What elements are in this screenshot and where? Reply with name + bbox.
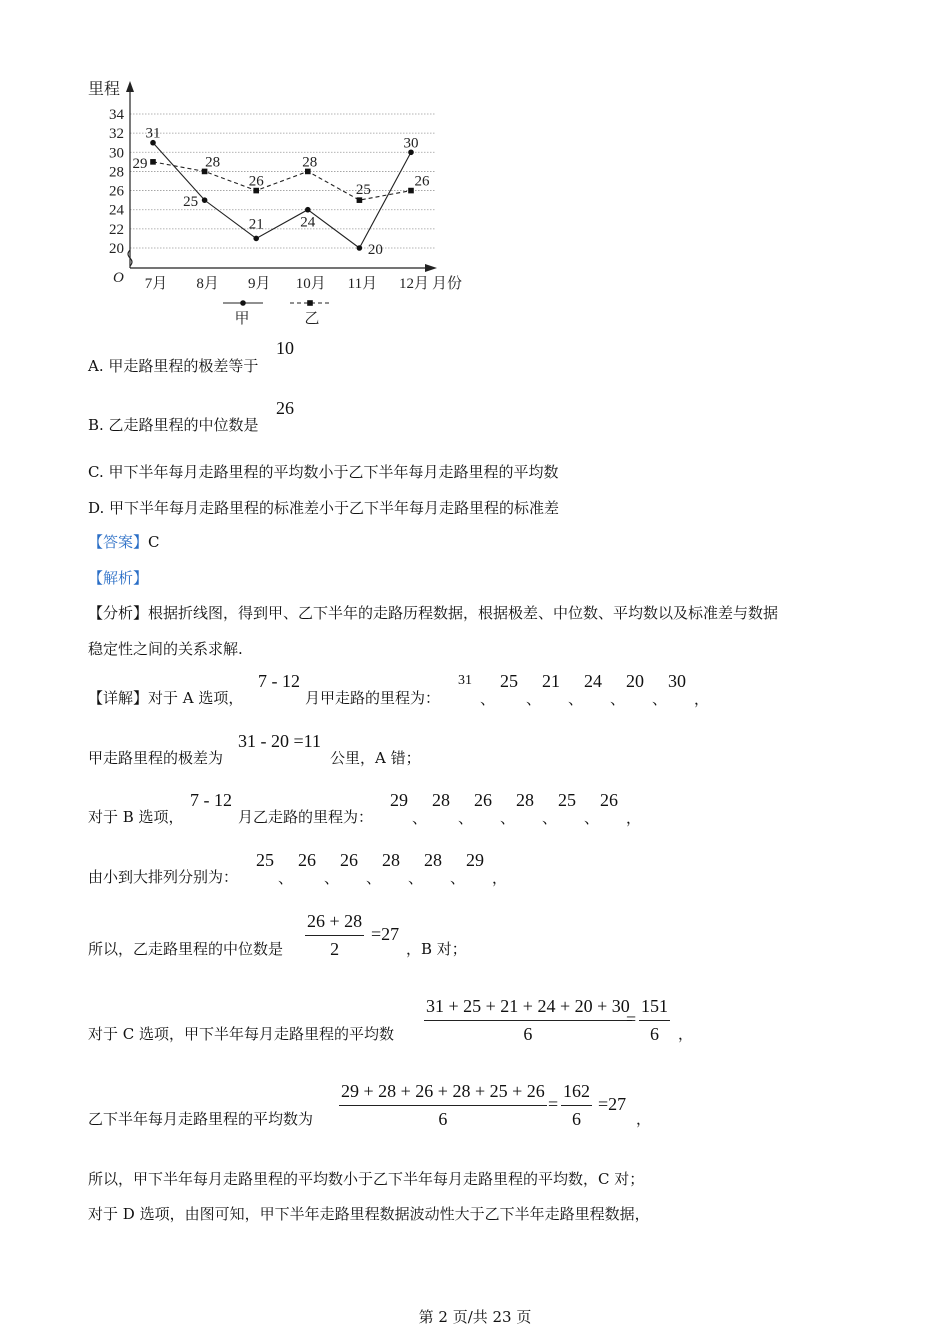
- y-tick-label: 26: [109, 183, 124, 200]
- answer-line: [88, 531, 160, 552]
- c-comma: ，: [678, 1025, 694, 1043]
- option-d: D. 甲下半年每月走路里程的标准差小于乙下半年每月走路里程的标准差: [88, 499, 560, 517]
- y-axis-arrow: [126, 81, 134, 92]
- jia-mean-denominator: 6: [523, 1024, 533, 1044]
- separator: 、: [542, 809, 558, 827]
- option-a-text: A. 甲走路里程的极差等于: [88, 357, 259, 375]
- jia-mean-fraction: [424, 996, 632, 1045]
- value-item: 28: [424, 850, 442, 870]
- separator: 、: [366, 869, 382, 887]
- answer-value: C: [148, 533, 160, 551]
- y-tick-label: 28: [109, 164, 124, 181]
- x-tick-label: 8月: [196, 276, 219, 292]
- legend-yi-label: 乙: [304, 311, 320, 327]
- data-label: 29: [132, 155, 148, 172]
- legend-jia-marker: [240, 300, 246, 306]
- y-tick-label: 22: [109, 221, 124, 238]
- value-item: 30: [668, 671, 686, 691]
- x-tick-label: 12月: [398, 276, 430, 292]
- median-fraction: [305, 911, 364, 960]
- separator: 、: [568, 690, 584, 708]
- jia-mean-result-numerator: 151: [639, 996, 670, 1021]
- yi-mean-result-denominator: 6: [572, 1109, 581, 1129]
- median-suffix: ，B 对；: [406, 940, 467, 958]
- separator: 、: [584, 809, 600, 827]
- fenxi-line-1: 【分析】根据折线图，得到甲、乙下半年的走路历程数据，根据极差、中位数、平均数以及标准差与数据: [88, 604, 779, 622]
- jia-point: [357, 245, 363, 251]
- median-result: =27: [371, 924, 400, 944]
- separator: 、: [412, 809, 428, 827]
- x-tick-label: 9月: [247, 276, 271, 292]
- value-item: 28: [432, 790, 450, 810]
- yi-mean-prefix: 乙下半年每月走路里程的平均数为: [88, 1110, 314, 1128]
- legend-yi-marker: [307, 300, 313, 306]
- jia-mean-result: [639, 996, 670, 1045]
- value-item: 25: [256, 850, 274, 870]
- option-c: C. 甲下半年每月走路里程的平均数小于乙下半年每月走路里程的平均数: [88, 463, 559, 481]
- detail-b-prefix: 对于 B 选项，: [88, 808, 184, 826]
- y-tick-label: 20: [109, 241, 124, 257]
- separator: 、: [480, 690, 496, 708]
- value-item: 25: [558, 790, 576, 810]
- detail-b-range: 7 - 12: [190, 790, 232, 810]
- yi-point: [357, 197, 363, 203]
- detail-b-mid: 月乙走路的里程为：: [238, 808, 374, 826]
- y-tick-label: 32: [109, 126, 124, 143]
- legend-jia-label: 甲: [234, 311, 250, 327]
- x-axis-arrow: [425, 264, 437, 272]
- option-b-value: 26: [276, 398, 294, 418]
- detail-a-prefix: 【详解】对于 A 选项，: [88, 689, 244, 707]
- yi-point: [150, 159, 156, 165]
- yi-mean-fraction: [339, 1081, 547, 1130]
- range-expression: 31 - 20 =11: [238, 731, 321, 751]
- separator: 、: [526, 690, 542, 708]
- data-label: 25: [355, 182, 371, 199]
- yi-mean-numerator: 29 + 28 + 26 + 28 + 25 + 26: [339, 1081, 547, 1106]
- yi-mean-final: =27: [598, 1094, 627, 1114]
- option-a-value: 10: [276, 338, 294, 358]
- data-label: 26: [248, 173, 264, 190]
- median-numerator: 26 + 28: [305, 911, 364, 936]
- data-label: 28: [302, 154, 318, 171]
- median-denominator: 2: [330, 939, 340, 959]
- separator: 、: [278, 869, 294, 887]
- yi-point: [408, 188, 414, 194]
- value-item: 28: [516, 790, 534, 810]
- y-axis-label: 里程: [88, 81, 121, 98]
- jia-mean-result-denominator: 6: [650, 1024, 659, 1044]
- value-item: 26: [340, 850, 358, 870]
- jia-point: [253, 236, 259, 242]
- fenxi-line-2: 稳定性之间的关系求解.: [88, 640, 243, 658]
- mileage-line-chart: [80, 72, 500, 334]
- y-tick-label: 24: [109, 202, 124, 219]
- range-suffix: 公里，A 错；: [330, 749, 421, 767]
- value-item: 28: [382, 850, 400, 870]
- range-prefix: 甲走路里程的极差为: [88, 749, 224, 767]
- separator: 、: [324, 869, 340, 887]
- data-label: 31: [145, 125, 161, 142]
- yi-mean-result-numerator: 162: [561, 1081, 592, 1106]
- separator: 、: [458, 809, 474, 827]
- data-label: 20: [367, 242, 383, 258]
- value-item: 21: [542, 671, 560, 691]
- detail-a-range: 7 - 12: [258, 671, 300, 691]
- x-tick-label: 11月: [347, 276, 378, 292]
- option-b-text: B. 乙走路里程的中位数是: [88, 416, 259, 434]
- yi-mean-comma: ，: [636, 1110, 652, 1128]
- row-comma: ，: [694, 690, 710, 708]
- d-detail: 对于 D 选项，由图可知，甲下半年走路里程数据波动性大于乙下半年走路里程数据，: [88, 1205, 650, 1223]
- value-item: 29: [466, 850, 484, 870]
- separator: 、: [652, 690, 668, 708]
- analysis-tag: 【解析】: [88, 569, 149, 587]
- yi-mean-equals: =: [548, 1094, 559, 1114]
- row-comma: ，: [492, 869, 508, 887]
- page-footer: 第 2 页/共 23 页: [418, 1308, 532, 1326]
- x-tick-label: 10月: [295, 276, 326, 292]
- data-label: 21: [248, 216, 264, 233]
- sort-prefix: 由小到大排列分别为：: [88, 868, 239, 886]
- separator: 、: [610, 690, 626, 708]
- x-axis-label: 月份: [432, 276, 463, 292]
- detail-a-mid: 月甲走路的里程为：: [305, 689, 441, 707]
- y-tick-label: 34: [109, 107, 124, 123]
- separator: 、: [500, 809, 516, 827]
- jia-mean-numerator: 31 + 25 + 21 + 24 + 20 + 30: [424, 996, 632, 1021]
- value-item: 24: [584, 671, 602, 691]
- data-label: 28: [205, 154, 221, 171]
- option-b: [88, 414, 259, 435]
- option-a: [88, 355, 258, 376]
- data-label: 30: [403, 135, 419, 152]
- data-label: 25: [183, 194, 199, 211]
- yi-mean-denominator: 6: [438, 1109, 448, 1129]
- median-prefix: 所以，乙走路里程的中位数是: [88, 940, 284, 958]
- row-comma: ，: [626, 809, 642, 827]
- y-tick-label: 30: [109, 145, 124, 162]
- value-item: 26: [600, 790, 618, 810]
- value-item: 31: [458, 673, 472, 688]
- value-item: 26: [298, 850, 316, 870]
- value-item: 20: [626, 671, 644, 691]
- origin-label: O: [113, 270, 124, 286]
- jia-point: [202, 197, 208, 203]
- answer-tag: 【答案】: [88, 533, 149, 551]
- value-item: 29: [390, 790, 408, 810]
- value-item: 25: [500, 671, 518, 691]
- separator: 、: [450, 869, 466, 887]
- data-label: 26: [414, 173, 430, 190]
- c-conclusion: 所以，甲下半年每月走路里程的平均数小于乙下半年每月走路里程的平均数，C 对；: [88, 1170, 645, 1188]
- separator: 、: [408, 869, 424, 887]
- data-label: 24: [300, 214, 316, 231]
- value-item: 26: [474, 790, 492, 810]
- jia-mean-equals: =: [626, 1009, 637, 1029]
- yi-mean-result: [561, 1081, 592, 1130]
- x-tick-label: 7月: [144, 276, 168, 292]
- c-prefix: 对于 C 选项，甲下半年每月走路里程的平均数: [88, 1025, 395, 1043]
- jia-point: [305, 207, 311, 213]
